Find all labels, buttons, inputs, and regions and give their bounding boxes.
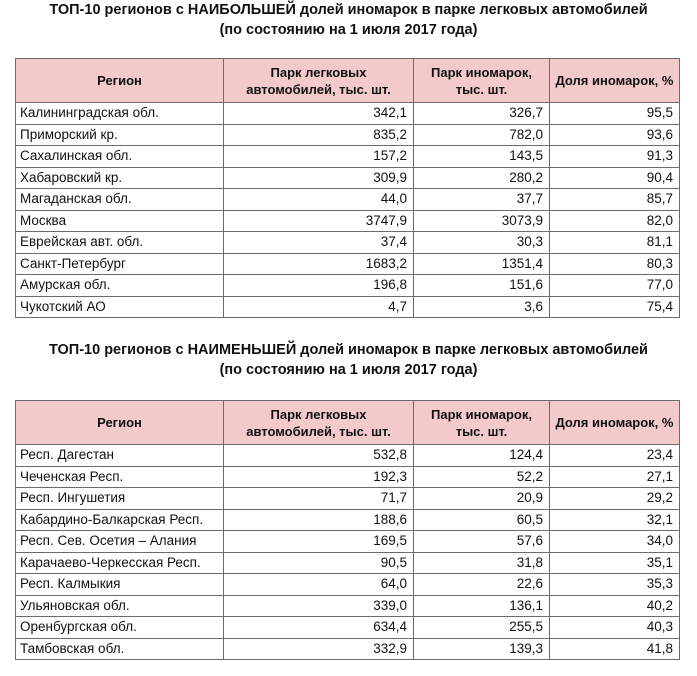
total-fleet-cell: 157,2 bbox=[224, 146, 414, 168]
total-fleet-cell: 90,5 bbox=[224, 552, 414, 574]
top-regions-section bbox=[0, 0, 697, 314]
foreign-fleet-cell: 326,7 bbox=[414, 103, 550, 125]
table-row bbox=[16, 124, 680, 146]
header-foreign-fleet: Парк иномарок, тыс. шт. bbox=[414, 401, 550, 445]
foreign-share-cell: 90,4 bbox=[550, 167, 680, 189]
region-cell: Магаданская обл. bbox=[16, 189, 224, 211]
header-region: Регион bbox=[16, 401, 224, 445]
table-row bbox=[16, 509, 680, 531]
top-title-line2: (по состоянию на 1 июля 2017 года) bbox=[219, 22, 478, 38]
total-fleet-cell: 342,1 bbox=[224, 103, 414, 125]
foreign-share-cell: 35,1 bbox=[550, 552, 680, 574]
region-cell: Хабаровский кр. bbox=[16, 167, 224, 189]
top-table-title bbox=[0, 0, 697, 40]
table-row bbox=[16, 466, 680, 488]
table-row bbox=[16, 296, 680, 318]
header-total-fleet: Парк легковых автомобилей, тыс. шт. bbox=[224, 401, 414, 445]
foreign-fleet-cell: 57,6 bbox=[414, 531, 550, 553]
table-row bbox=[16, 232, 680, 254]
table-row bbox=[16, 275, 680, 297]
total-fleet-cell: 532,8 bbox=[224, 445, 414, 467]
foreign-share-cell: 95,5 bbox=[550, 103, 680, 125]
region-cell: Респ. Ингушетия bbox=[16, 488, 224, 510]
total-fleet-cell: 309,9 bbox=[224, 167, 414, 189]
foreign-share-cell: 82,0 bbox=[550, 210, 680, 232]
table-row bbox=[16, 445, 680, 467]
table-row bbox=[16, 189, 680, 211]
foreign-share-cell: 93,6 bbox=[550, 124, 680, 146]
foreign-fleet-cell: 52,2 bbox=[414, 466, 550, 488]
foreign-fleet-cell: 37,7 bbox=[414, 189, 550, 211]
region-cell: Оренбургская обл. bbox=[16, 617, 224, 639]
total-fleet-cell: 169,5 bbox=[224, 531, 414, 553]
foreign-fleet-cell: 151,6 bbox=[414, 275, 550, 297]
region-cell: Респ. Сев. Осетия – Алания bbox=[16, 531, 224, 553]
total-fleet-cell: 3747,9 bbox=[224, 210, 414, 232]
foreign-fleet-cell: 255,5 bbox=[414, 617, 550, 639]
table-row bbox=[16, 617, 680, 639]
total-fleet-cell: 71,7 bbox=[224, 488, 414, 510]
bottom-regions-table bbox=[15, 400, 680, 660]
total-fleet-cell: 44,0 bbox=[224, 189, 414, 211]
foreign-share-cell: 80,3 bbox=[550, 253, 680, 275]
bottom-title-line1: ТОП-10 регионов с НАИМЕНЬШЕЙ долей иномарок в парке легковых автомобилей bbox=[49, 342, 648, 358]
region-cell: Карачаево-Черкесская Респ. bbox=[16, 552, 224, 574]
foreign-fleet-cell: 1351,4 bbox=[414, 253, 550, 275]
table-row bbox=[16, 531, 680, 553]
foreign-fleet-cell: 136,1 bbox=[414, 595, 550, 617]
total-fleet-cell: 835,2 bbox=[224, 124, 414, 146]
total-fleet-cell: 64,0 bbox=[224, 574, 414, 596]
header-total-fleet: Парк легковых автомобилей, тыс. шт. bbox=[224, 59, 414, 103]
region-cell: Тамбовская обл. bbox=[16, 638, 224, 660]
foreign-share-cell: 81,1 bbox=[550, 232, 680, 254]
table-header-row bbox=[16, 59, 680, 103]
foreign-share-cell: 23,4 bbox=[550, 445, 680, 467]
header-foreign-share: Доля иномарок, % bbox=[550, 401, 680, 445]
foreign-fleet-cell: 22,6 bbox=[414, 574, 550, 596]
table-row bbox=[16, 103, 680, 125]
total-fleet-cell: 196,8 bbox=[224, 275, 414, 297]
table-row bbox=[16, 638, 680, 660]
region-cell: Санкт-Петербург bbox=[16, 253, 224, 275]
foreign-fleet-cell: 124,4 bbox=[414, 445, 550, 467]
foreign-share-cell: 34,0 bbox=[550, 531, 680, 553]
table-body bbox=[16, 103, 680, 318]
foreign-share-cell: 41,8 bbox=[550, 638, 680, 660]
table-header-row bbox=[16, 401, 680, 445]
region-cell: Приморский кр. bbox=[16, 124, 224, 146]
total-fleet-cell: 37,4 bbox=[224, 232, 414, 254]
header-foreign-share: Доля иномарок, % bbox=[550, 59, 680, 103]
total-fleet-cell: 634,4 bbox=[224, 617, 414, 639]
region-cell: Респ. Калмыкия bbox=[16, 574, 224, 596]
header-region: Регион bbox=[16, 59, 224, 103]
top-regions-table bbox=[15, 58, 680, 318]
foreign-fleet-cell: 139,3 bbox=[414, 638, 550, 660]
region-cell: Чукотский АО bbox=[16, 296, 224, 318]
region-cell: Кабардино-Балкарская Респ. bbox=[16, 509, 224, 531]
foreign-share-cell: 27,1 bbox=[550, 466, 680, 488]
foreign-fleet-cell: 30,3 bbox=[414, 232, 550, 254]
table-row bbox=[16, 552, 680, 574]
total-fleet-cell: 339,0 bbox=[224, 595, 414, 617]
table-row bbox=[16, 253, 680, 275]
foreign-share-cell: 35,3 bbox=[550, 574, 680, 596]
region-cell: Амурская обл. bbox=[16, 275, 224, 297]
foreign-fleet-cell: 280,2 bbox=[414, 167, 550, 189]
table-row bbox=[16, 167, 680, 189]
foreign-share-cell: 91,3 bbox=[550, 146, 680, 168]
table-row bbox=[16, 210, 680, 232]
total-fleet-cell: 188,6 bbox=[224, 509, 414, 531]
foreign-share-cell: 40,2 bbox=[550, 595, 680, 617]
foreign-share-cell: 29,2 bbox=[550, 488, 680, 510]
bottom-regions-section bbox=[0, 340, 697, 656]
foreign-fleet-cell: 60,5 bbox=[414, 509, 550, 531]
region-cell: Сахалинская обл. bbox=[16, 146, 224, 168]
header-foreign-fleet: Парк иномарок, тыс. шт. bbox=[414, 59, 550, 103]
region-cell: Москва bbox=[16, 210, 224, 232]
table-row bbox=[16, 574, 680, 596]
foreign-fleet-cell: 31,8 bbox=[414, 552, 550, 574]
region-cell: Чеченская Респ. bbox=[16, 466, 224, 488]
foreign-fleet-cell: 3073,9 bbox=[414, 210, 550, 232]
top-title-line1: ТОП-10 регионов с НАИБОЛЬШЕЙ долей иномарок в парке легковых автомобилей bbox=[49, 2, 648, 18]
foreign-fleet-cell: 20,9 bbox=[414, 488, 550, 510]
total-fleet-cell: 332,9 bbox=[224, 638, 414, 660]
table-row bbox=[16, 146, 680, 168]
bottom-table-title bbox=[0, 340, 697, 380]
total-fleet-cell: 192,3 bbox=[224, 466, 414, 488]
table-row bbox=[16, 488, 680, 510]
region-cell: Ульяновская обл. bbox=[16, 595, 224, 617]
foreign-share-cell: 32,1 bbox=[550, 509, 680, 531]
region-cell: Респ. Дагестан bbox=[16, 445, 224, 467]
foreign-fleet-cell: 3,6 bbox=[414, 296, 550, 318]
foreign-fleet-cell: 143,5 bbox=[414, 146, 550, 168]
table-body bbox=[16, 445, 680, 660]
foreign-share-cell: 77,0 bbox=[550, 275, 680, 297]
region-cell: Еврейская авт. обл. bbox=[16, 232, 224, 254]
region-cell: Калининградская обл. bbox=[16, 103, 224, 125]
total-fleet-cell: 4,7 bbox=[224, 296, 414, 318]
foreign-share-cell: 40,3 bbox=[550, 617, 680, 639]
foreign-share-cell: 75,4 bbox=[550, 296, 680, 318]
foreign-share-cell: 85,7 bbox=[550, 189, 680, 211]
table-row bbox=[16, 595, 680, 617]
bottom-title-line2: (по состоянию на 1 июля 2017 года) bbox=[219, 362, 478, 378]
foreign-fleet-cell: 782,0 bbox=[414, 124, 550, 146]
total-fleet-cell: 1683,2 bbox=[224, 253, 414, 275]
